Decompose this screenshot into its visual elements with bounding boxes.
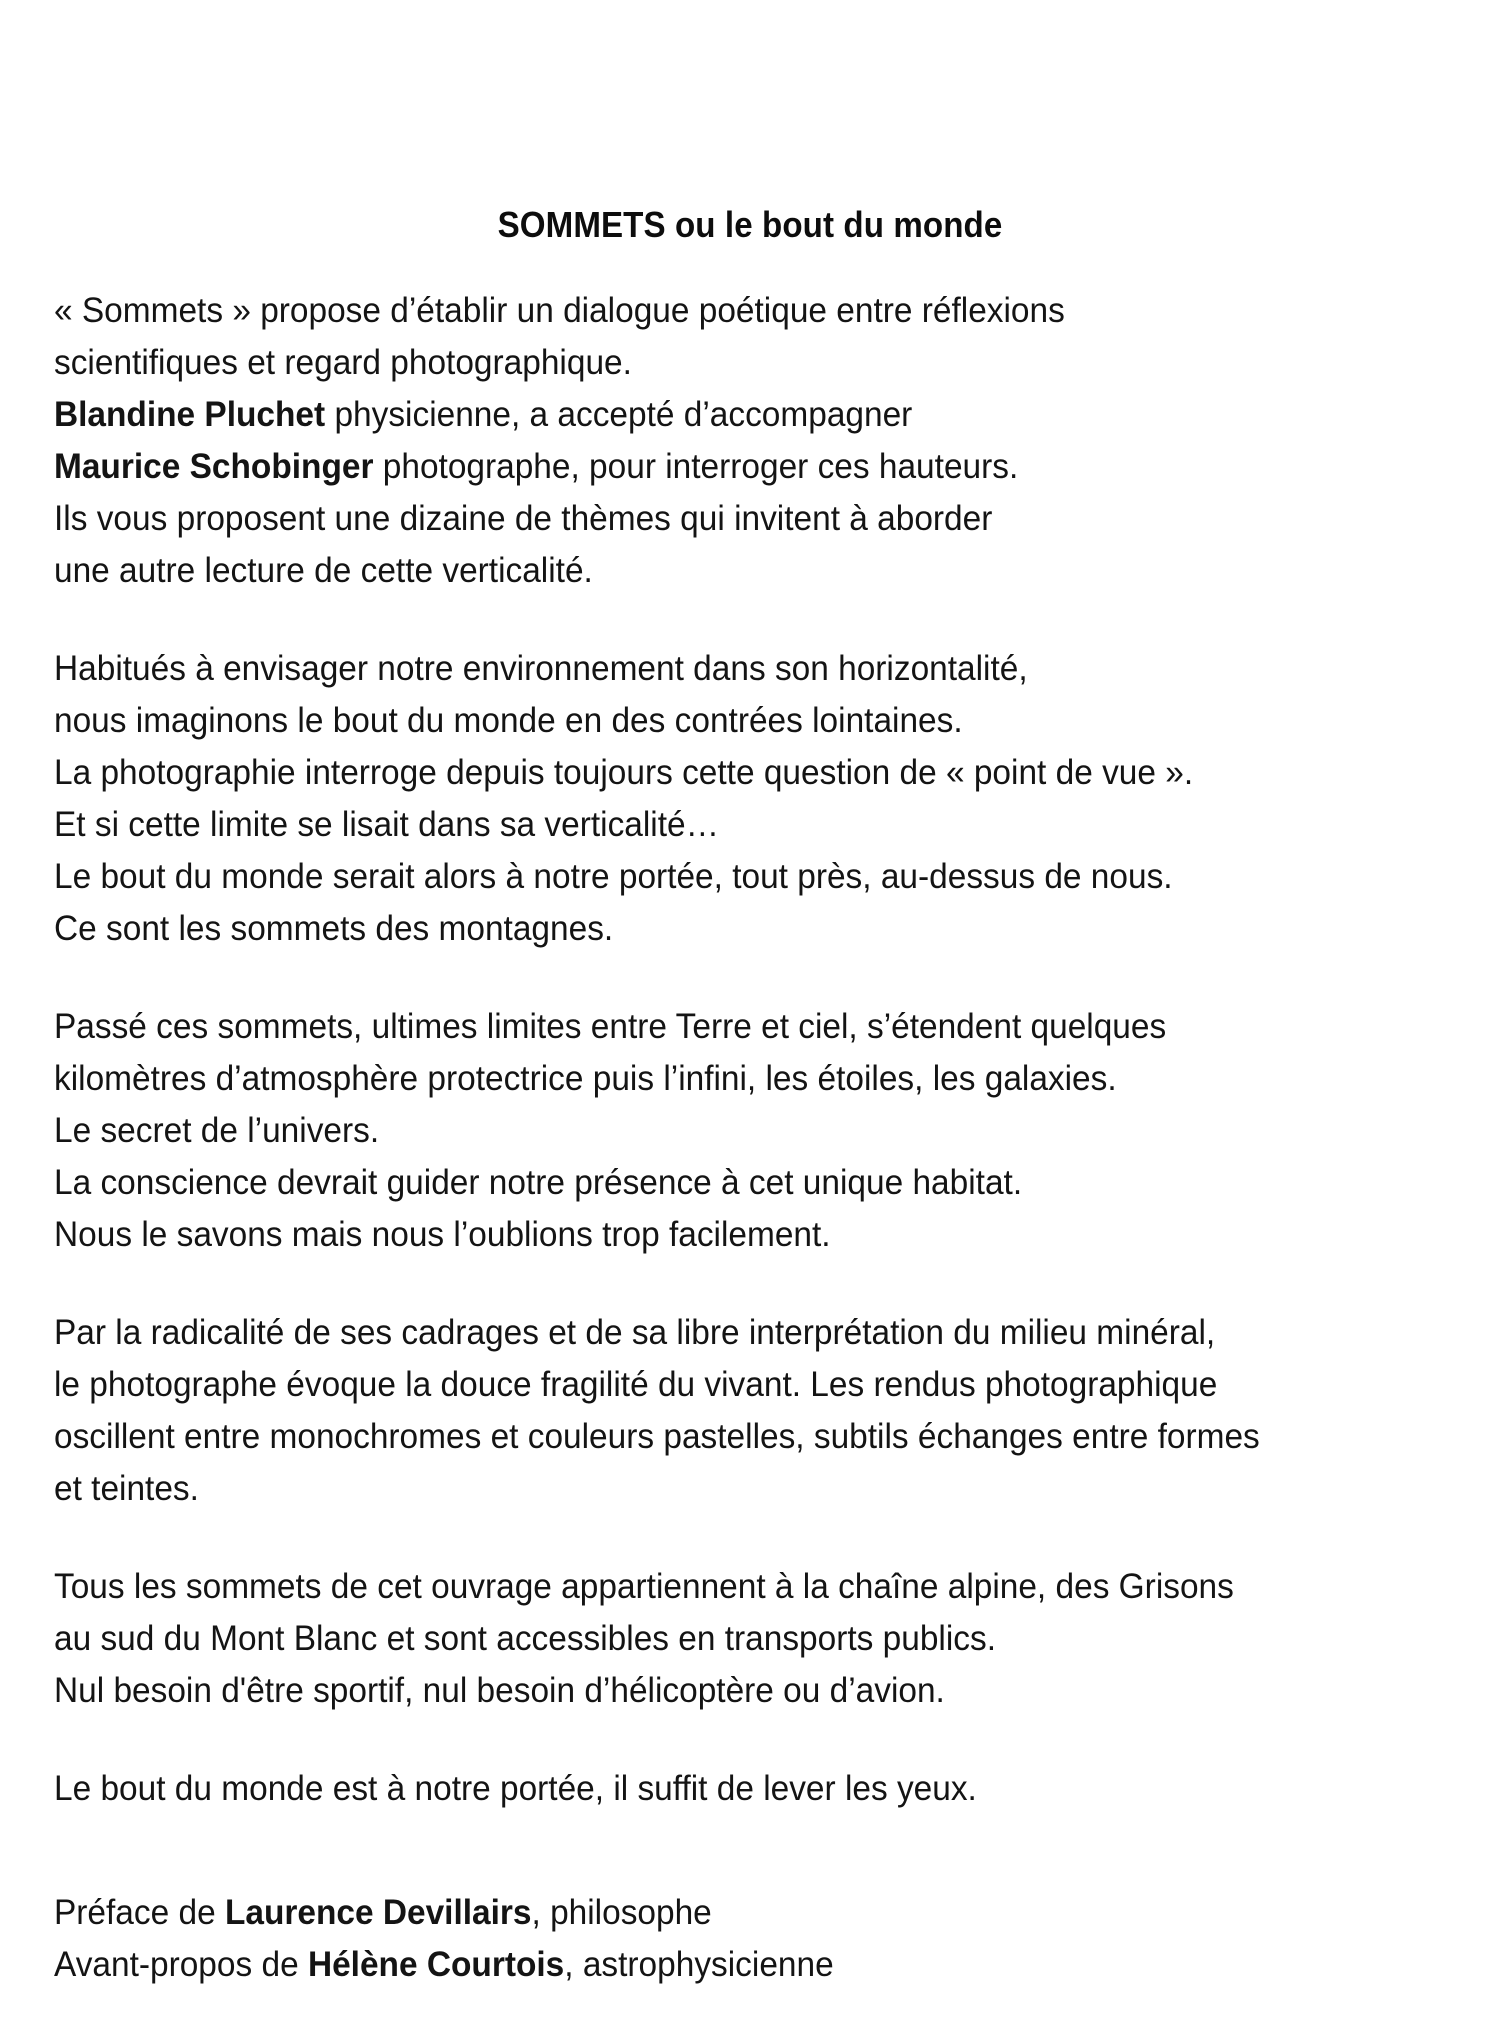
text-segment: Par la radicalité de ses cadrages et de sa libre interprétation du milieu minéral, bbox=[54, 1313, 1216, 1352]
text-line bbox=[54, 1001, 1402, 1053]
text-line bbox=[54, 903, 1402, 955]
text-segment: Avant-propos de bbox=[54, 1945, 308, 1984]
emphasized-name: Laurence Devillairs bbox=[224, 1893, 532, 1932]
text-segment: au sud du Mont Blanc et sont accessibles en transports publics. bbox=[54, 1619, 996, 1658]
credits-block bbox=[54, 1887, 1402, 1991]
text-line bbox=[54, 799, 1402, 851]
paragraph-conclusion bbox=[54, 1763, 1402, 1815]
body-text-column bbox=[54, 285, 1466, 1815]
text-line bbox=[54, 389, 1402, 441]
text-line bbox=[54, 1053, 1402, 1105]
text-line bbox=[54, 643, 1402, 695]
text-segment: Habitués à envisager notre environnement dans son horizontalité, bbox=[54, 649, 1028, 688]
text-segment: « Sommets » propose d’établir un dialogue poétique entre réflexions bbox=[54, 291, 1065, 330]
text-segment: Tous les sommets de cet ouvrage appartiennent à la chaîne alpine, des Grisons bbox=[54, 1567, 1234, 1606]
text-segment: Le secret de l’univers. bbox=[54, 1111, 380, 1150]
text-segment: Préface de bbox=[54, 1893, 225, 1932]
emphasized-name: Maurice Schobinger bbox=[54, 447, 374, 486]
text-segment: La conscience devrait guider notre présence à cet unique habitat. bbox=[54, 1163, 1023, 1202]
text-line bbox=[54, 1665, 1402, 1717]
text-segment: oscillent entre monochromes et couleurs pastelles, subtils échanges entre formes bbox=[54, 1417, 1260, 1456]
text-line bbox=[54, 1157, 1402, 1209]
text-segment: Ce sont les sommets des montagnes. bbox=[54, 909, 614, 948]
text-segment: Nul besoin d'être sportif, nul besoin d’hélicoptère ou d’avion. bbox=[54, 1671, 945, 1710]
text-line bbox=[54, 1411, 1402, 1463]
page-title: SOMMETS ou le bout du monde bbox=[497, 204, 1003, 245]
credit-line bbox=[54, 1939, 1402, 1991]
text-segment: une autre lecture de cette verticalité. bbox=[54, 551, 593, 590]
text-segment: Nous le savons mais nous l’oublions trop facilement. bbox=[54, 1215, 831, 1254]
text-line bbox=[54, 545, 1402, 597]
text-line bbox=[54, 1209, 1402, 1261]
text-line bbox=[54, 493, 1402, 545]
text-segment: , astrophysicienne bbox=[564, 1945, 834, 1984]
paragraph-horizontalite bbox=[54, 643, 1402, 955]
text-line bbox=[54, 1359, 1402, 1411]
text-line bbox=[54, 1561, 1402, 1613]
text-segment: Le bout du monde serait alors à notre portée, tout près, au-dessus de nous. bbox=[54, 857, 1173, 896]
text-line bbox=[54, 1105, 1402, 1157]
text-segment: physicienne, a accepté d’accompagner bbox=[325, 395, 913, 434]
emphasized-name: Hélène Courtois bbox=[307, 1945, 565, 1984]
text-segment: La photographie interroge depuis toujours cette question de « point de vue ». bbox=[54, 753, 1194, 792]
text-line bbox=[54, 441, 1402, 493]
text-segment: Ils vous proposent une dizaine de thèmes qui invitent à aborder bbox=[54, 499, 993, 538]
emphasized-name: Blandine Pluchet bbox=[54, 395, 326, 434]
text-line bbox=[54, 851, 1402, 903]
credit-line bbox=[54, 1887, 1402, 1939]
text-line bbox=[54, 285, 1402, 337]
text-segment: et teintes. bbox=[54, 1469, 199, 1508]
text-segment: le photographe évoque la douce fragilité du vivant. Les rendus photographique bbox=[54, 1365, 1218, 1404]
paragraph-acces bbox=[54, 1561, 1402, 1717]
text-line bbox=[54, 337, 1402, 389]
paragraph-radicalite bbox=[54, 1307, 1402, 1515]
text-segment: kilomètres d’atmosphère protectrice puis l’infini, les étoiles, les galaxies. bbox=[54, 1059, 1117, 1098]
text-segment: Passé ces sommets, ultimes limites entre Terre et ciel, s’étendent quelques bbox=[54, 1007, 1167, 1046]
text-line bbox=[54, 747, 1402, 799]
text-segment: Et si cette limite se lisait dans sa verticalité… bbox=[54, 805, 720, 844]
text-segment: nous imaginons le bout du monde en des contrées lointaines. bbox=[54, 701, 963, 740]
text-segment: Le bout du monde est à notre portée, il suffit de lever les yeux. bbox=[54, 1769, 977, 1808]
text-line bbox=[54, 1463, 1402, 1515]
text-line bbox=[54, 695, 1402, 747]
text-line bbox=[54, 1763, 1402, 1815]
paragraph-intro bbox=[54, 285, 1402, 597]
paragraph-univers bbox=[54, 1001, 1402, 1261]
text-line bbox=[54, 1307, 1402, 1359]
text-segment: , philosophe bbox=[531, 1893, 712, 1932]
text-segment: scientifiques et regard photographique. bbox=[54, 343, 632, 382]
text-line bbox=[54, 1613, 1402, 1665]
text-segment: photographe, pour interroger ces hauteurs. bbox=[373, 447, 1019, 486]
